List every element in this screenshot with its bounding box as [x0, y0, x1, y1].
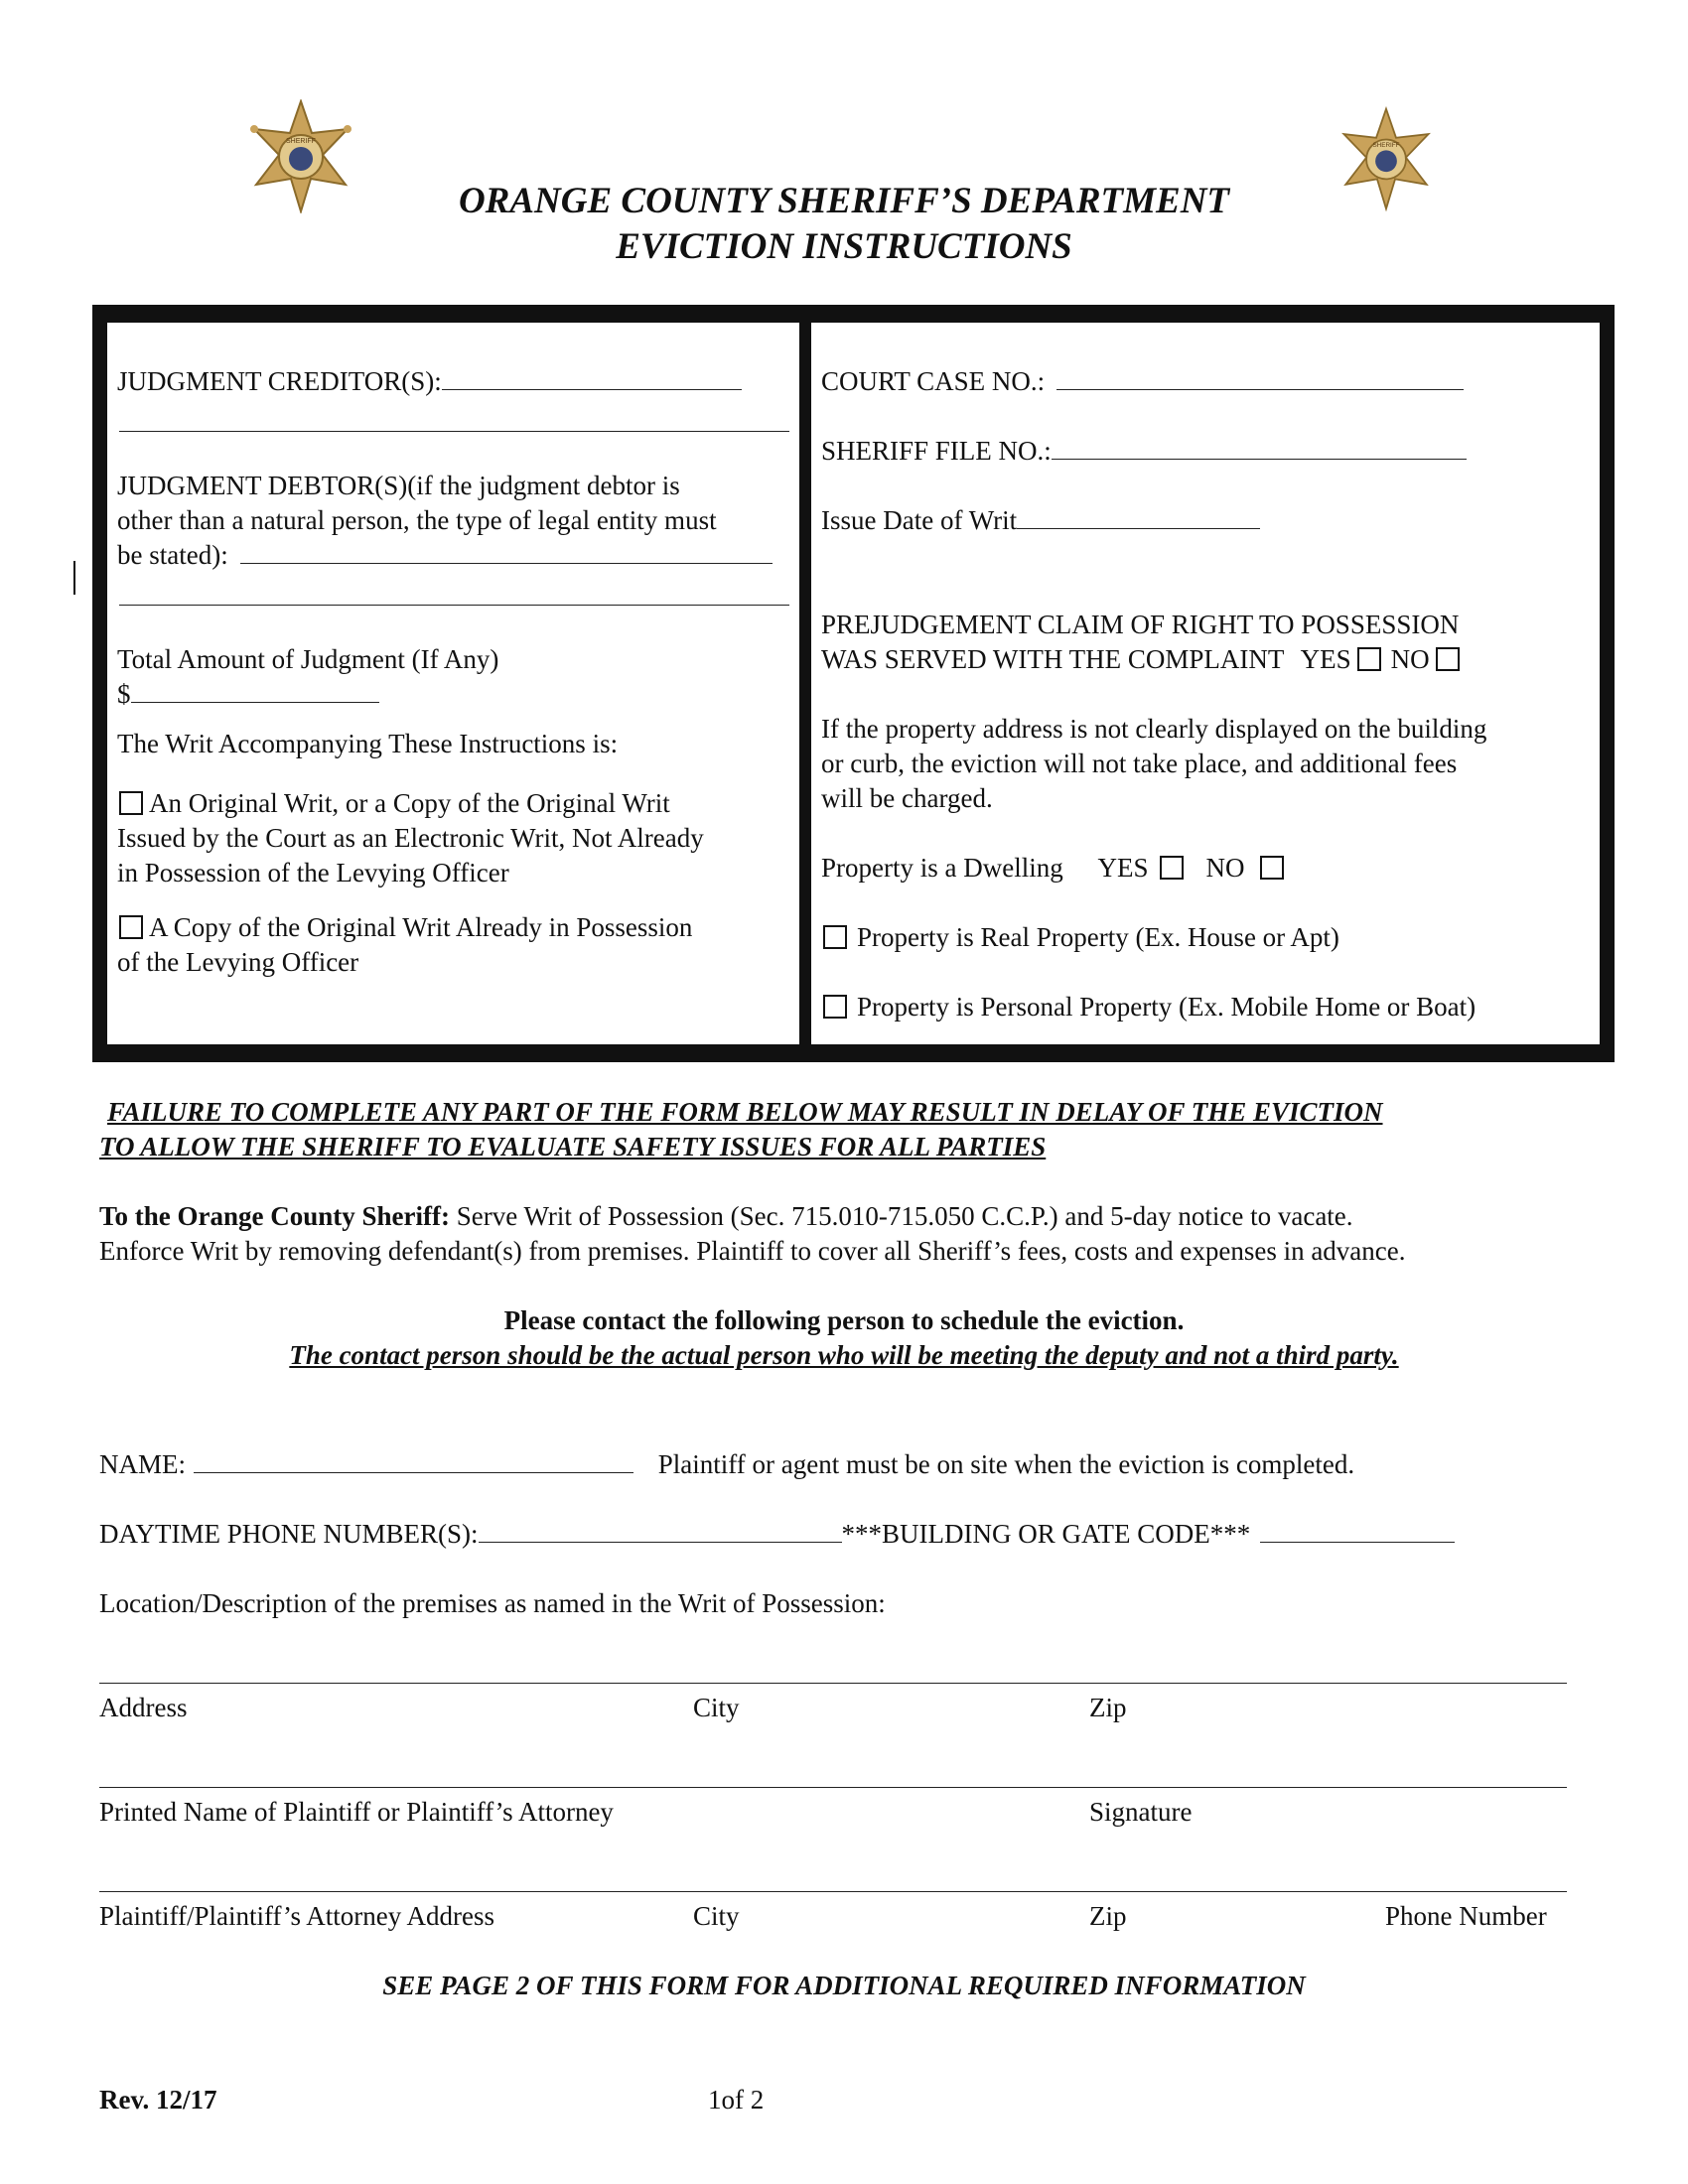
personal-property-checkbox[interactable]	[823, 995, 847, 1019]
original-writ-option[interactable]: An Original Writ, or a Copy of the Original Writ	[117, 786, 670, 821]
right-panel	[808, 320, 1603, 1047]
dwelling-no-checkbox[interactable]	[1260, 856, 1284, 880]
location-label: Location/Description of the premises as named in the Writ of Possession:	[99, 1588, 886, 1618]
name-field[interactable]: NAME: Plaintiff or agent must be on site when the eviction is completed.	[99, 1449, 1355, 1479]
copy-writ-checkbox[interactable]	[119, 915, 143, 939]
instructions-line-1: To the Orange County Sheriff: Serve Writ of Possession (Sec. 715.010-715.050 C.C.P.) and 5-day notice to vacate.	[99, 1201, 1353, 1231]
judgment-creditors-line-2[interactable]	[119, 431, 789, 432]
address-label: Address	[99, 1693, 188, 1722]
contact-subheading: The contact person should be the actual person who will be meeting the deputy and not a third party.	[289, 1340, 1399, 1370]
attorney-address-label: Plaintiff/Plaintiff’s Attorney Address	[99, 1901, 494, 1931]
court-case-field[interactable]: COURT CASE NO.:	[821, 364, 1464, 399]
judgment-debtor-label-3: be stated):	[117, 538, 773, 573]
printed-name-line[interactable]	[99, 1787, 1567, 1788]
city-label: City	[693, 1693, 740, 1722]
contact-heading: Please contact the following person to schedule the eviction.	[503, 1305, 1185, 1335]
judgment-creditors-label: JUDGMENT CREDITOR(S):	[117, 364, 742, 399]
copy-writ-option[interactable]: A Copy of the Original Writ Already in Possession	[117, 910, 692, 945]
page-number: 1of 2	[708, 2085, 765, 2115]
address-note-3: will be charged.	[821, 783, 993, 813]
prejudgement-label-1: PREJUDGEMENT CLAIM OF RIGHT TO POSSESSION	[821, 610, 1460, 639]
page-title: ORANGE COUNTY SHERIFF’S DEPARTMENT	[458, 181, 1230, 221]
printed-name-label: Printed Name of Plaintiff or Plaintiff’s Attorney	[99, 1797, 614, 1827]
original-writ-checkbox[interactable]	[119, 791, 143, 815]
writ-heading: The Writ Accompanying These Instructions is:	[117, 729, 619, 758]
signature-label: Signature	[1089, 1797, 1193, 1827]
attorney-address-line[interactable]	[99, 1891, 1567, 1892]
page-subtitle: EVICTION INSTRUCTIONS	[616, 226, 1072, 267]
original-writ-line-3: in Possession of the Levying Officer	[117, 858, 509, 887]
dwelling-yes-checkbox[interactable]	[1160, 856, 1184, 880]
see-page-2-note: SEE PAGE 2 OF THIS FORM FOR ADDITIONAL REQUIRED INFORMATION	[382, 1971, 1306, 2000]
original-writ-line-2: Issued by the Court as an Electronic Writ, Not Already	[117, 823, 704, 853]
total-amount-field[interactable]: $	[117, 677, 379, 712]
phone-number-label: Phone Number	[1385, 1901, 1547, 1931]
prejudgement-no-checkbox[interactable]	[1436, 647, 1460, 671]
instructions-line-2: Enforce Writ by removing defendant(s) from premises. Plaintiff to cover all Sheriff’s fees, costs and expenses in advance.	[99, 1236, 1406, 1266]
address-note-2: or curb, the eviction will not take place, and additional fees	[821, 749, 1458, 778]
svg-text:SHERIFF: SHERIFF	[286, 138, 316, 145]
real-property-option[interactable]: Property is Real Property (Ex. House or Apt)	[821, 920, 1339, 955]
copy-writ-line-2: of the Levying Officer	[117, 947, 359, 977]
personal-property-option[interactable]: Property is Personal Property (Ex. Mobile Home or Boat)	[821, 990, 1476, 1024]
warning-line-1: FAILURE TO COMPLETE ANY PART OF THE FORM BELOW MAY RESULT IN DELAY OF THE EVICTION	[107, 1097, 1383, 1127]
address-line[interactable]	[99, 1683, 1567, 1684]
prejudgement-yes-checkbox[interactable]	[1357, 647, 1381, 671]
phone-field[interactable]: DAYTIME PHONE NUMBER(S): ***BUILDING OR GATE CODE***	[99, 1517, 1455, 1552]
sheriff-file-field[interactable]: SHERIFF FILE NO.:	[821, 434, 1467, 469]
prejudgement-row: WAS SERVED WITH THE COMPLAINT YES NO	[821, 642, 1466, 677]
gate-code-field[interactable]	[1260, 1541, 1455, 1543]
text-cursor-mark	[73, 561, 75, 595]
total-amount-label: Total Amount of Judgment (If Any)	[117, 644, 499, 674]
judgment-debtor-label-2: other than a natural person, the type of legal entity must	[117, 505, 717, 535]
revision-label: Rev. 12/17	[99, 2085, 217, 2115]
gate-code-label: ***BUILDING OR GATE CODE***	[841, 1519, 1251, 1549]
judgment-debtor-label-1: JUDGMENT DEBTOR(S)(if the judgment debtor is	[117, 471, 680, 500]
real-property-checkbox[interactable]	[823, 925, 847, 949]
svg-text:SHERIFF: SHERIFF	[1372, 141, 1400, 149]
address-note-1: If the property address is not clearly displayed on the building	[821, 714, 1487, 744]
left-panel	[104, 320, 802, 1047]
issue-date-field[interactable]: Issue Date of Writ	[821, 503, 1260, 538]
name-note: Plaintiff or agent must be on site when the eviction is completed.	[657, 1449, 1355, 1479]
dwelling-row: Property is a Dwelling YES NO	[821, 851, 1290, 886]
zip-label: Zip	[1089, 1693, 1127, 1722]
city-label-2: City	[693, 1901, 740, 1931]
case-info-box	[92, 305, 1615, 1062]
warning-line-2: TO ALLOW THE SHERIFF TO EVALUATE SAFETY ISSUES FOR ALL PARTIES	[99, 1132, 1047, 1161]
zip-label-2: Zip	[1089, 1901, 1127, 1931]
judgment-debtor-line-2[interactable]	[119, 605, 789, 606]
